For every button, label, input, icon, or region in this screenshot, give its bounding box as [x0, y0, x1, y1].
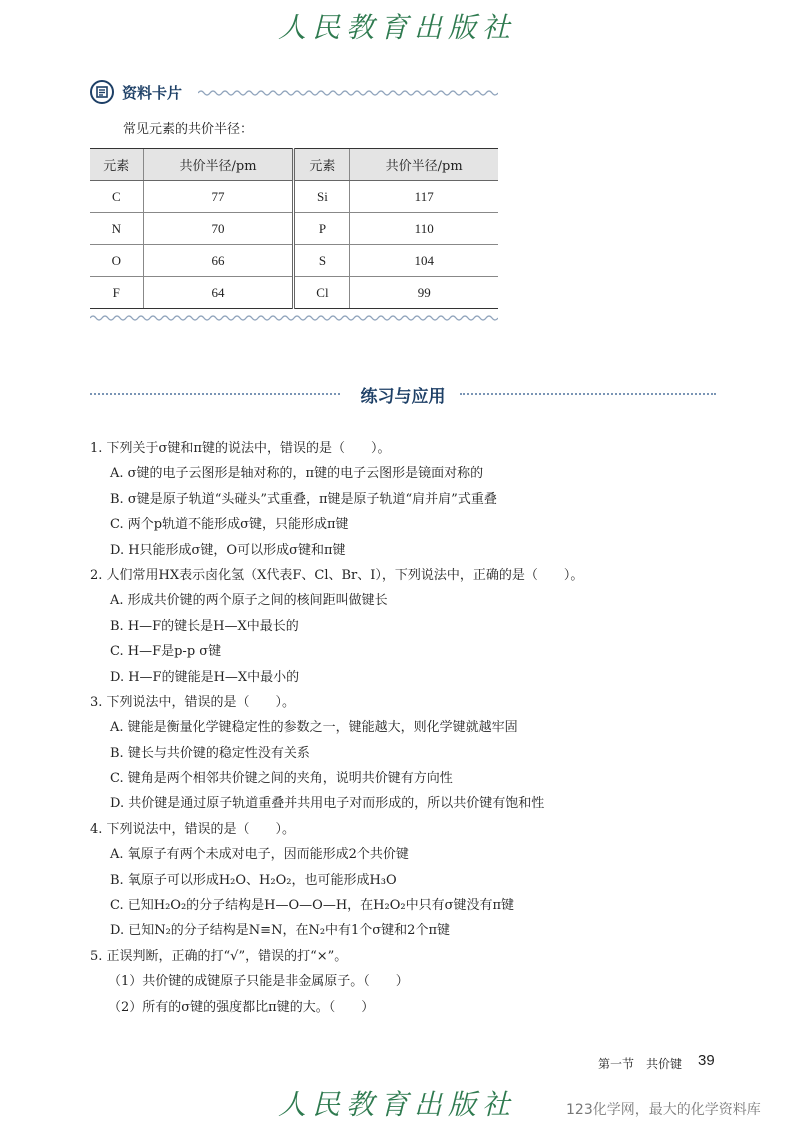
table-header-row: [90, 149, 498, 181]
table-cell: Si: [294, 181, 350, 213]
card-divider-bottom: [90, 314, 498, 322]
table-cell: 66: [143, 245, 294, 277]
table-row: [90, 245, 498, 277]
table-cell: N: [90, 213, 143, 245]
table-cell: Cl: [294, 277, 350, 309]
answer-option: B. 氧原子可以形成H₂O、H₂O₂，也可能形成H₃O: [110, 872, 397, 888]
table-cell: 110: [350, 213, 498, 245]
table-cell: C: [90, 181, 143, 213]
table-cell: 64: [143, 277, 294, 309]
table-cell: 70: [143, 213, 294, 245]
answer-option: B. H—F的键长是H—X中最长的: [110, 618, 299, 634]
exercise-title: 练习与应用: [351, 387, 456, 407]
answer-option: A. σ键的电子云图形是轴对称的，π键的电子云图形是镜面对称的: [110, 466, 484, 482]
table-header: 共价半径/pm: [143, 149, 294, 181]
answer-option: B. σ键是原子轨道“头碰头”式重叠，π键是原子轨道“肩并肩”式重叠: [110, 491, 497, 507]
question-stem: 3. 下列说法中，错误的是（ ）。: [90, 694, 296, 710]
answer-option: D. 已知N₂的分子结构是N≡N，在N₂中有1个σ键和2个π键: [110, 923, 450, 939]
answer-option: B. 键长与共价键的稳定性没有关系: [110, 745, 310, 761]
footer-section: 第一节 共价键: [598, 1057, 683, 1071]
answer-option: A. 氧原子有两个未成对电子，因而能形成2个共价键: [110, 847, 409, 863]
table-cell: 117: [350, 181, 498, 213]
page-number: 39: [698, 1052, 715, 1069]
table-cell: 77: [143, 181, 294, 213]
covalent-radius-table: [90, 148, 498, 309]
table-header: 元素: [294, 149, 350, 181]
card-header: [90, 80, 500, 106]
table-row: [90, 213, 498, 245]
document-icon: [90, 80, 114, 104]
table-cell: 104: [350, 245, 498, 277]
answer-option: C. 两个p轨道不能形成σ键，只能形成π键: [110, 517, 349, 533]
card-intro: 常见元素的共价半径：: [123, 122, 254, 137]
answer-option: D. H只能形成σ键，O可以形成σ键和π键: [110, 542, 346, 558]
card-divider-top: [198, 89, 498, 97]
answer-option: A. 形成共价键的两个原子之间的核间距叫做键长: [110, 593, 388, 609]
table-cell: F: [90, 277, 143, 309]
publisher-logo-top: 人民教育出版社: [277, 11, 516, 44]
table-cell: 99: [350, 277, 498, 309]
table-cell: O: [90, 245, 143, 277]
table-header: 共价半径/pm: [350, 149, 498, 181]
table-cell: P: [294, 213, 350, 245]
question-stem: 2. 人们常用HX表示卤化氢（X代表F、Cl、Br、I），下列说法中，正确的是（ ）。: [90, 567, 584, 583]
table-header: 元素: [90, 149, 143, 181]
question-stem: 4. 下列说法中，错误的是（ ）。: [90, 821, 296, 837]
publisher-logo-bottom: 人民教育出版社: [277, 1088, 516, 1121]
exercise-list: [90, 436, 730, 1020]
answer-option: C. H—F是p-p σ键: [110, 644, 222, 660]
exercise-header: [90, 380, 716, 408]
answer-option: D. H—F的键能是H—X中最小的: [110, 669, 300, 685]
question-stem: 1. 下列关于σ键和π键的说法中，错误的是（ ）。: [90, 441, 391, 456]
table-row: [90, 181, 498, 213]
table-row: [90, 277, 498, 309]
answer-option: D. 共价键是通过原子轨道重叠并共用电子对而形成的，所以共价键有饱和性: [110, 796, 545, 812]
answer-option: A. 键能是衡量化学键稳定性的参数之一，键能越大，则化学键就越牢固: [110, 720, 518, 736]
card-title: 资料卡片: [122, 84, 183, 102]
table-cell: S: [294, 245, 350, 277]
sub-question: （2）所有的σ键的强度都比π键的大。（ ）: [108, 999, 375, 1015]
question-stem: 5. 正误判断，正确的打“√”，错误的打“×”。: [90, 948, 348, 964]
sub-question: （1）共价键的成键原子只能是非金属原子。（ ）: [108, 974, 409, 990]
answer-option: C. 已知H₂O₂的分子结构是H—O—O—H，在H₂O₂中只有σ键没有π键: [110, 898, 514, 914]
watermark: 123化学网，最大的化学资料库: [566, 1102, 761, 1118]
answer-option: C. 键角是两个相邻共价键之间的夹角，说明共价键有方向性: [110, 771, 453, 787]
